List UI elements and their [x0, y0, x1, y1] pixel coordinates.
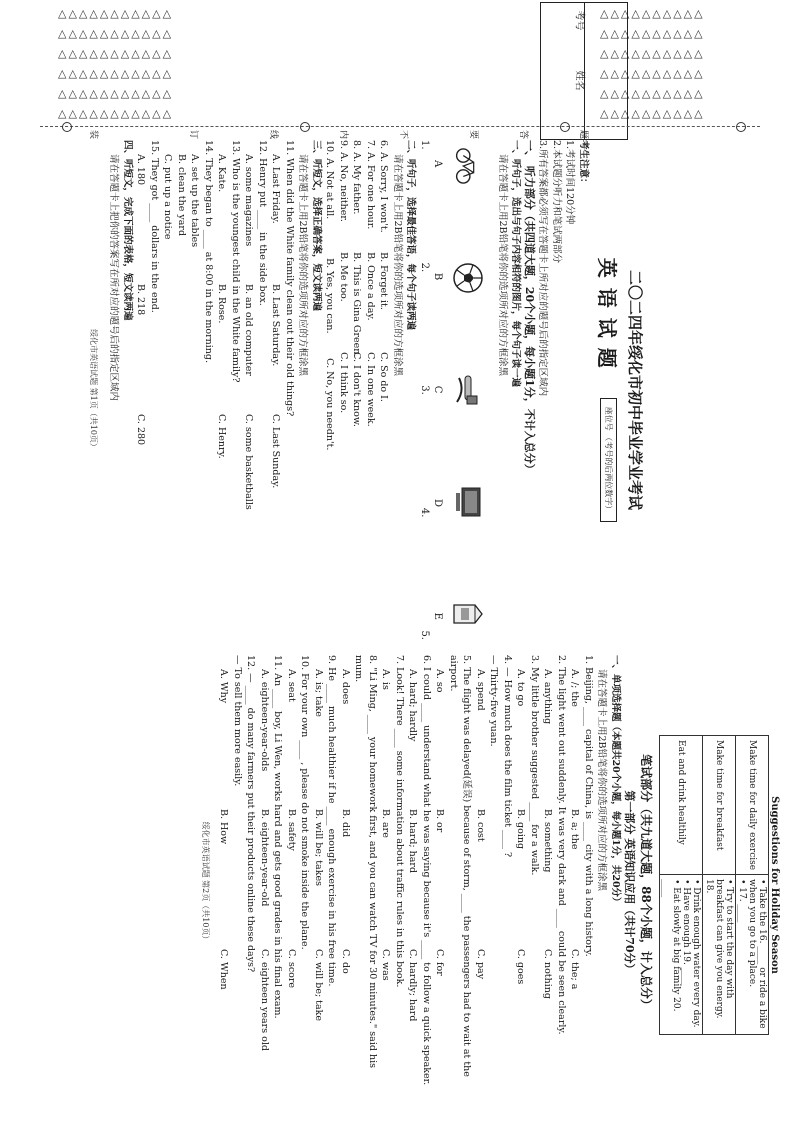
- question: 2. The light went out suddenly. It was very dark and ____ could be seen clearly.: [556, 655, 567, 1035]
- binding-marker: 装: [88, 129, 99, 140]
- question: mum.: [353, 655, 365, 683]
- question: 8. "Li Ming, ____ your homework first, and you can watch TV for 30 minutes." said his: [367, 655, 378, 1068]
- question: 13. Who is the youngest child in the White family?: [230, 140, 241, 383]
- question: 12. Henry put ____ in the side box.: [257, 140, 268, 306]
- binding-marker: 订: [188, 129, 199, 140]
- question: — To sell them more easily.: [232, 655, 243, 787]
- question: 15. They got ____ dollars in the end.: [149, 140, 160, 313]
- section-2-note: 请在答题卡上用2B铅笔将你的选项所对应的方框涂黑: [392, 154, 403, 377]
- table-row: Make time for daily exercise • Take the 16. ____ or ride a bike when you go to a place. • 17. ____: [736, 736, 769, 1035]
- question: 1. Beijing, ____ capital of China, is ____ city with a long history.: [583, 655, 594, 957]
- exam-page-2: [90, 655, 780, 1110]
- options: A. Kate.B. Rose.C. Henry.: [216, 154, 228, 459]
- notice-title: 考生注意：: [578, 140, 589, 188]
- soccer-ball-icon: [451, 260, 487, 296]
- binding-hole-icon: [62, 122, 72, 132]
- section-4-title: 四、听短文，完成下面的表格，短文读两遍: [122, 140, 133, 321]
- exam-page-1: [56, 140, 646, 640]
- section-1-note: 请在答题卡上用2B铅笔将你的选项所对应的方框涂黑: [497, 154, 508, 377]
- binding-marker: 内: [338, 129, 349, 140]
- option: C. put up a notice: [162, 154, 174, 240]
- binding-marker: 线: [268, 129, 279, 140]
- options: A. hard; hardlyB. hard; hardC. hardly; hard: [407, 669, 419, 1022]
- binding-hole-icon: [736, 122, 746, 132]
- options: A. some magazinesB. an old computerC. some basketballs: [243, 154, 255, 510]
- listening-part-title: 一、 听力部分（共四道大题，20个小题，每小题1分，不计入总分）: [523, 140, 536, 475]
- question: 11. When did the White family clean out their old things?: [284, 140, 295, 417]
- notice-line: 3.所有答案都必须写在答题卡上所对应的题号后的指定区域内: [537, 140, 549, 397]
- options: A. doesB. didC. do: [340, 669, 351, 974]
- options: A. soB. orC. for: [434, 669, 446, 976]
- question: airport.: [448, 655, 459, 692]
- question: 11. An ____ boy, Li Wen, works hard and gets good grades in his final exam.: [272, 655, 284, 1019]
- question: 7. Look! There ____ some information about traffic rules in this book.: [394, 655, 405, 988]
- question: 5. The flight was delayed(延误) because of storm, ____ the passengers had to wait at the: [461, 655, 473, 1077]
- picture-letters: A B C D E: [432, 160, 444, 620]
- list-item: 10. A. Not at all.B. Yes, you can.C. No, you needn't.: [324, 140, 336, 451]
- options: A. /; theB. a; theC. the; a: [569, 669, 581, 990]
- list-item: 9. A. No, neither.B. Me too.C. I think so.: [338, 140, 349, 414]
- section-a-title: 一、单项选择题（本题共20个小题，每小题1分，共20分）: [610, 655, 621, 907]
- notice-line: 2.本试题分听力和笔试两部分: [551, 140, 562, 264]
- id-label-exam-number: 考号: [573, 10, 585, 31]
- options: A. eighteen-year-oldsB. eighteen-year-oldC. eighteen years old: [259, 669, 270, 1051]
- binding-line: [40, 126, 760, 127]
- part-1-title: 第一部分 英语知识应用（共计70分）: [623, 790, 636, 975]
- section-2-title: 二、听句子，选择最佳答语，每个句子读两遍: [405, 140, 417, 331]
- computer-icon: [451, 484, 487, 520]
- triangle-row-left: △△△△△△△△△△△ △△△△△△△△△△△ △△△△△△△△△△△ △△△△△△△△△△△ △△△△△△△△△△△ △△△△△△△△△△△: [58, 7, 174, 120]
- milk-carton-icon: [451, 596, 487, 632]
- options: A. Last Friday.B. Last Saturday.C. Last Sunday.: [270, 154, 282, 489]
- written-part-title: 笔试部分（共九道大题，88个小题，计入总分）: [639, 754, 653, 1011]
- binding-marker: 要: [468, 129, 479, 140]
- question: 3. My little brother suggested ____ for a walk.: [529, 655, 540, 876]
- section-1-title: 一、听句子，选出与句子内容相符的图片，每个句子读一遍: [510, 140, 522, 388]
- question: 9. He ____ much healthier if he ____ enough exercise in his free time.: [326, 655, 338, 987]
- options: A. seatB. safetyC. score: [286, 669, 297, 989]
- triangle-row-right: △△△△△△△△△△ △△△△△△△△△△ △△△△△△△△△△ △△△△△△△△△△ △△△△△△△△△△ △△△△△△△△△△: [600, 7, 705, 120]
- notice-line: 1.考试时间120分钟: [564, 140, 576, 225]
- binding-hole-icon: [560, 122, 570, 132]
- mcq-list: [217, 655, 595, 1110]
- seat-number-box: 座位号 （考号的后两位数字）: [600, 398, 617, 523]
- toothbrush-icon: [451, 372, 487, 408]
- page-footer: 绥化市英语试题 第1页（共10页）: [89, 329, 98, 451]
- options: A. isB. areC. was: [380, 669, 392, 981]
- picture-row: [448, 148, 490, 632]
- binding-hole-icon: [300, 122, 310, 132]
- options: A. spendB. costC. pay: [475, 669, 486, 980]
- list-item: 6. A. Sorry, I won't.B. Forget it.C. So do I.: [378, 140, 390, 402]
- page-footer: 绥化市英语试题 第2页（共10页）: [201, 821, 210, 944]
- binding-marker: 不: [398, 129, 409, 140]
- options: A. anythingB. somethingC. nothing: [542, 669, 554, 999]
- option: B. clean the yard: [176, 154, 187, 237]
- question: 10. For your own ____ , please do not smoke inside the plane.: [299, 655, 311, 950]
- options: A. to goB. goingC. goes: [515, 669, 527, 985]
- question: 12. — ____ do many farmers put their products online these days?: [245, 655, 257, 973]
- subject-title: 英语试题: [595, 257, 619, 378]
- table-title: Suggestions for Holiday Season: [769, 796, 780, 974]
- question: — Thirty-five yuan.: [488, 655, 500, 747]
- section-3-note: 请在答题卡上用2B铅笔将你的选项所对应的方框涂黑: [297, 154, 309, 377]
- bicycle-icon: [451, 148, 487, 184]
- section-3-title: 三、听短文，选择正确答案，短文读两遍: [311, 140, 322, 312]
- table-row: Eat and drink healthily • Drink enough water every day. • Have enough 19. ____ • Eat slowly at big family 20. ____: [660, 736, 703, 1035]
- student-id-box: [540, 2, 628, 140]
- list-item: 7. A. For one hour.B. Once a day.C. In one week.: [365, 140, 376, 427]
- question: 4. — How much does the film ticket ____ ?: [502, 655, 513, 858]
- options: A. 180B. 218C. 280: [135, 154, 147, 446]
- options: A. is; takeB. will be; takesC. will be; take: [313, 669, 324, 1022]
- binding-marker: 答: [518, 129, 529, 140]
- list-item: 8. A. My father.B. This is Gina Green.C. I don't know.: [351, 140, 363, 427]
- question: 6. I could ____ understand what he was saying because it's ____ to follow a quick speaker.: [421, 655, 432, 1086]
- binding-marker: 题: [578, 129, 589, 140]
- section-a-note: 请在答题卡上用2B铅笔将你的选项所对应的方框涂黑: [596, 669, 608, 892]
- picture-answer-blanks: 1. 2. 3. 4. 5.: [419, 140, 431, 640]
- question: 14. They began to ____ at 8:00 in the morning.: [203, 140, 214, 364]
- options: A. WhyB. HowC. When: [218, 669, 230, 990]
- table-row: Make time for breakfast • Try to start the day with breakfast can give you energy. 18.: [703, 736, 736, 1035]
- suggestions-table: [659, 735, 769, 1035]
- exam-title: 二〇二四年绥化市初中毕业学业考试: [626, 269, 644, 510]
- option: A. set up the tables: [189, 154, 201, 248]
- id-label-name: 姓名: [573, 70, 585, 91]
- section-4-note: 请在答题卡上把你的答案写在所对应的题号后的指定区域内: [108, 154, 120, 402]
